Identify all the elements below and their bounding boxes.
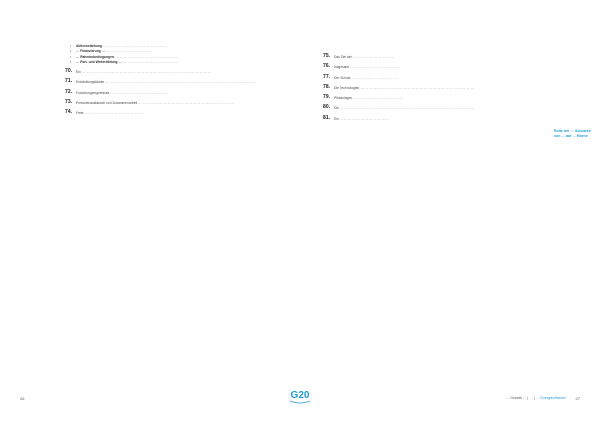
paragraph-72: 72. Forschungsergebnisse … … … … … … … … … … … … … … <box>62 91 272 95</box>
paragraph-80: 80. Die … … … … … … … … … … … … … … … … … … … … … … … … … … … … … … … … <box>320 106 530 110</box>
right-text-column <box>320 49 530 121</box>
paragraph-71: 71. Entwicklungsländer … … … … … … … … … … … … … … … … … … … … … … … … … … … … … … … … … … … … <box>62 80 272 84</box>
paragraph-number: 77. <box>323 73 330 80</box>
right-page <box>300 0 600 424</box>
g20-logo-text: G20 <box>290 390 310 401</box>
g20-logo-swoosh <box>290 401 310 403</box>
footer-text-prefix: … Growth … | … | <box>505 396 536 400</box>
paragraph-81: 81. Ein … … … … … … … … … … … … <box>320 117 530 121</box>
paragraph-number: 72. <box>65 88 72 95</box>
paragraph-78: 78. Die Technologien, … … … … … … … … … … … … … … … … … … … … … … … … … … … <box>320 86 530 90</box>
paragraph-number: 79. <box>323 94 330 101</box>
paragraph-74: 74. Freie … … … … … … … … … … … … … … <box>62 111 272 115</box>
paragraph-number: 74. <box>65 109 72 116</box>
footer-text-accent: … Energieeffizienz <box>535 396 566 400</box>
left-text-column <box>62 44 272 116</box>
bullet-item: • … Finanzierung …: … … … … … … … … … … … <box>62 49 272 53</box>
paragraph-number: 80. <box>323 104 330 111</box>
paragraph-number: 75. <box>323 53 330 59</box>
paragraph-number: 81. <box>323 114 330 121</box>
page-number-left: 26 <box>20 396 25 401</box>
page-number-right: 27 <box>575 396 580 401</box>
paragraph-number: 71. <box>65 78 72 85</box>
bullet-item: • … Rahmenbedingungen: … … … … … … … … … … … … … … … <box>62 55 272 59</box>
paragraph-79: 79. Pilotanlagen … … … … … … … … … … … … <box>320 96 530 100</box>
sidebar-note: Rolle der … Schutzes von … auf … Ebene <box>554 129 591 138</box>
g20-logo <box>282 384 318 406</box>
paragraph-number: 70. <box>65 68 72 75</box>
paragraph-76: 76. Insgesamt … … … … … … … … … … … … <box>320 65 530 69</box>
bullet-item: • … Fort- und Weiterbildung …: … … … … … … … … … … … … … <box>62 60 272 64</box>
paragraph-73: 73. Personenaustausch und Zusammenarbeit … … … … … … … … … … … … … … … … … … … … … … … <box>62 101 272 105</box>
bullet-item: • Aktivenstärkung: … … … … … … … … … … … … … … … <box>62 44 272 48</box>
footer-text <box>506 396 566 400</box>
paragraph-number: 78. <box>323 83 330 90</box>
paragraph-number: 76. <box>323 63 330 70</box>
paragraph-77: 77. Der Schutz … … … … … … … … … … … <box>320 76 530 80</box>
paragraph-75: 75. Das Ziel der … … … … … … … … … … <box>320 55 530 59</box>
paragraph-70: 70. Ein … … … … … … … … … … … … … … … … … … … … … … … … … … … … … … … <box>62 70 272 74</box>
paragraph-number: 73. <box>65 99 72 106</box>
